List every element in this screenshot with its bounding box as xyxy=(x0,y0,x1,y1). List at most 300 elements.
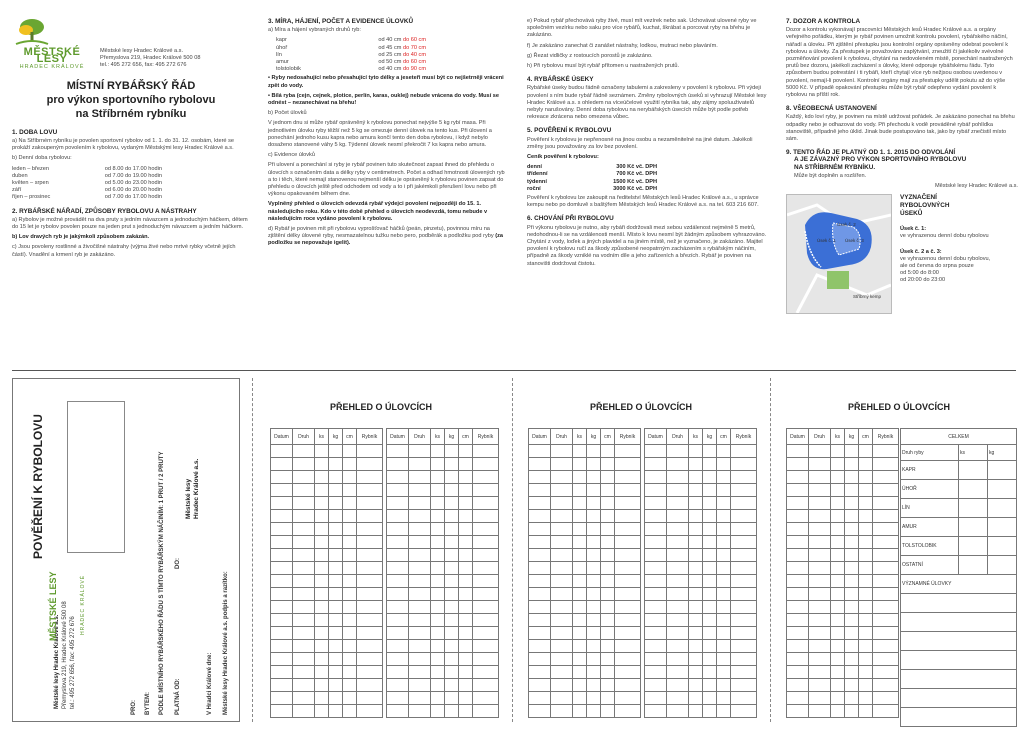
catch-cell[interactable] xyxy=(343,458,357,471)
catch-cell[interactable] xyxy=(809,523,831,536)
catch-cell[interactable] xyxy=(667,497,689,510)
catch-cell[interactable] xyxy=(667,458,689,471)
catch-cell[interactable] xyxy=(473,653,499,666)
catch-cell[interactable] xyxy=(271,692,293,705)
catch-cell[interactable] xyxy=(787,549,809,562)
catch-cell[interactable] xyxy=(787,653,809,666)
catch-cell[interactable] xyxy=(315,640,329,653)
catch-cell[interactable] xyxy=(387,523,409,536)
catch-cell[interactable] xyxy=(343,666,357,679)
catch-cell[interactable] xyxy=(315,666,329,679)
catch-cell[interactable] xyxy=(645,458,667,471)
catch-cell[interactable] xyxy=(329,601,343,614)
catch-cell[interactable] xyxy=(831,445,845,458)
catch-cell[interactable] xyxy=(859,484,873,497)
catch-cell[interactable] xyxy=(873,640,899,653)
catch-cell[interactable] xyxy=(615,471,641,484)
catch-cell[interactable] xyxy=(717,705,731,718)
catch-cell[interactable] xyxy=(703,510,717,523)
catch-cell[interactable] xyxy=(787,536,809,549)
catch-cell[interactable] xyxy=(293,471,315,484)
catch-cell[interactable] xyxy=(293,640,315,653)
catch-cell[interactable] xyxy=(731,471,757,484)
catch-cell[interactable] xyxy=(329,705,343,718)
catch-cell[interactable] xyxy=(831,497,845,510)
catch-cell[interactable] xyxy=(357,588,383,601)
catch-cell[interactable] xyxy=(787,588,809,601)
catch-cell[interactable] xyxy=(601,640,615,653)
catch-cell[interactable] xyxy=(587,536,601,549)
catch-cell[interactable] xyxy=(809,692,831,705)
catch-cell[interactable] xyxy=(645,549,667,562)
catch-cell[interactable] xyxy=(315,445,329,458)
catch-cell[interactable] xyxy=(551,666,573,679)
catch-cell[interactable] xyxy=(357,627,383,640)
summary-cell[interactable] xyxy=(988,556,1017,575)
catch-cell[interactable] xyxy=(859,510,873,523)
catch-cell[interactable] xyxy=(271,445,293,458)
catch-cell[interactable] xyxy=(787,666,809,679)
catch-cell[interactable] xyxy=(431,562,445,575)
catch-cell[interactable] xyxy=(703,614,717,627)
catch-cell[interactable] xyxy=(271,588,293,601)
catch-cell[interactable] xyxy=(703,536,717,549)
catch-cell[interactable] xyxy=(551,588,573,601)
catch-cell[interactable] xyxy=(615,588,641,601)
catch-cell[interactable] xyxy=(601,666,615,679)
catch-cell[interactable] xyxy=(845,536,859,549)
catch-cell[interactable] xyxy=(615,614,641,627)
catch-cell[interactable] xyxy=(587,523,601,536)
catch-cell[interactable] xyxy=(387,445,409,458)
catch-cell[interactable] xyxy=(357,705,383,718)
catch-cell[interactable] xyxy=(873,653,899,666)
catch-cell[interactable] xyxy=(615,510,641,523)
catch-cell[interactable] xyxy=(409,627,431,640)
catch-cell[interactable] xyxy=(315,510,329,523)
catch-cell[interactable] xyxy=(731,562,757,575)
catch-cell[interactable] xyxy=(551,445,573,458)
catch-cell[interactable] xyxy=(587,588,601,601)
catch-cell[interactable] xyxy=(845,614,859,627)
catch-cell[interactable] xyxy=(845,640,859,653)
catch-cell[interactable] xyxy=(703,679,717,692)
catch-cell[interactable] xyxy=(717,562,731,575)
catch-cell[interactable] xyxy=(387,692,409,705)
catch-cell[interactable] xyxy=(787,692,809,705)
catch-cell[interactable] xyxy=(315,458,329,471)
catch-cell[interactable] xyxy=(271,627,293,640)
catch-cell[interactable] xyxy=(689,549,703,562)
catch-cell[interactable] xyxy=(601,458,615,471)
catch-cell[interactable] xyxy=(551,653,573,666)
catch-cell[interactable] xyxy=(529,497,551,510)
catch-cell[interactable] xyxy=(271,575,293,588)
catch-cell[interactable] xyxy=(445,601,459,614)
catch-cell[interactable] xyxy=(329,471,343,484)
catch-cell[interactable] xyxy=(703,627,717,640)
catch-cell[interactable] xyxy=(293,705,315,718)
catch-cell[interactable] xyxy=(831,627,845,640)
catch-cell[interactable] xyxy=(809,510,831,523)
catch-cell[interactable] xyxy=(703,692,717,705)
catch-cell[interactable] xyxy=(551,705,573,718)
catch-cell[interactable] xyxy=(667,575,689,588)
catch-cell[interactable] xyxy=(315,523,329,536)
catch-cell[interactable] xyxy=(329,666,343,679)
catch-cell[interactable] xyxy=(689,614,703,627)
catch-cell[interactable] xyxy=(357,575,383,588)
catch-cell[interactable] xyxy=(731,445,757,458)
catch-cell[interactable] xyxy=(329,510,343,523)
catch-cell[interactable] xyxy=(873,601,899,614)
catch-cell[interactable] xyxy=(473,445,499,458)
catch-cell[interactable] xyxy=(831,692,845,705)
catch-cell[interactable] xyxy=(615,536,641,549)
summary-cell[interactable] xyxy=(959,480,988,499)
catch-cell[interactable] xyxy=(731,523,757,536)
summary-cell[interactable] xyxy=(959,537,988,556)
catch-cell[interactable] xyxy=(873,666,899,679)
catch-cell[interactable] xyxy=(573,497,587,510)
catch-cell[interactable] xyxy=(459,458,473,471)
catch-cell[interactable] xyxy=(689,705,703,718)
catch-cell[interactable] xyxy=(445,484,459,497)
catch-cell[interactable] xyxy=(859,588,873,601)
catch-cell[interactable] xyxy=(473,692,499,705)
catch-cell[interactable] xyxy=(329,458,343,471)
catch-cell[interactable] xyxy=(809,653,831,666)
catch-cell[interactable] xyxy=(703,523,717,536)
catch-cell[interactable] xyxy=(717,471,731,484)
catch-cell[interactable] xyxy=(787,679,809,692)
catch-cell[interactable] xyxy=(445,627,459,640)
catch-cell[interactable] xyxy=(357,471,383,484)
catch-cell[interactable] xyxy=(601,705,615,718)
catch-cell[interactable] xyxy=(717,588,731,601)
catch-cell[interactable] xyxy=(845,705,859,718)
catch-cell[interactable] xyxy=(615,653,641,666)
catch-cell[interactable] xyxy=(587,679,601,692)
catch-cell[interactable] xyxy=(587,510,601,523)
catch-cell[interactable] xyxy=(459,536,473,549)
catch-cell[interactable] xyxy=(271,471,293,484)
catch-cell[interactable] xyxy=(645,705,667,718)
catch-cell[interactable] xyxy=(445,497,459,510)
catch-cell[interactable] xyxy=(645,666,667,679)
catch-cell[interactable] xyxy=(271,601,293,614)
catch-cell[interactable] xyxy=(529,679,551,692)
catch-cell[interactable] xyxy=(409,679,431,692)
catch-cell[interactable] xyxy=(845,601,859,614)
catch-cell[interactable] xyxy=(551,640,573,653)
catch-cell[interactable] xyxy=(445,679,459,692)
catch-cell[interactable] xyxy=(873,627,899,640)
catch-cell[interactable] xyxy=(845,523,859,536)
catch-cell[interactable] xyxy=(809,666,831,679)
catch-cell[interactable] xyxy=(689,588,703,601)
catch-cell[interactable] xyxy=(703,458,717,471)
catch-cell[interactable] xyxy=(645,536,667,549)
catch-cell[interactable] xyxy=(445,549,459,562)
catch-cell[interactable] xyxy=(315,536,329,549)
catch-cell[interactable] xyxy=(717,679,731,692)
catch-cell[interactable] xyxy=(431,666,445,679)
catch-cell[interactable] xyxy=(573,627,587,640)
catch-cell[interactable] xyxy=(859,523,873,536)
catch-cell[interactable] xyxy=(573,588,587,601)
catch-cell[interactable] xyxy=(329,536,343,549)
catch-cell[interactable] xyxy=(329,562,343,575)
catch-cell[interactable] xyxy=(831,471,845,484)
catch-cell[interactable] xyxy=(409,562,431,575)
catch-cell[interactable] xyxy=(293,562,315,575)
catch-cell[interactable] xyxy=(445,445,459,458)
catch-cell[interactable] xyxy=(667,640,689,653)
catch-cell[interactable] xyxy=(831,666,845,679)
catch-cell[interactable] xyxy=(787,523,809,536)
catch-cell[interactable] xyxy=(293,523,315,536)
catch-cell[interactable] xyxy=(667,588,689,601)
catch-cell[interactable] xyxy=(845,679,859,692)
catch-cell[interactable] xyxy=(601,588,615,601)
catch-cell[interactable] xyxy=(845,588,859,601)
catch-cell[interactable] xyxy=(293,679,315,692)
catch-cell[interactable] xyxy=(787,627,809,640)
catch-cell[interactable] xyxy=(873,575,899,588)
catch-cell[interactable] xyxy=(329,523,343,536)
catch-cell[interactable] xyxy=(703,653,717,666)
catch-cell[interactable] xyxy=(357,640,383,653)
catch-cell[interactable] xyxy=(271,484,293,497)
catch-cell[interactable] xyxy=(601,692,615,705)
catch-cell[interactable] xyxy=(473,666,499,679)
catch-cell[interactable] xyxy=(845,484,859,497)
catch-cell[interactable] xyxy=(293,601,315,614)
catch-cell[interactable] xyxy=(293,588,315,601)
catch-cell[interactable] xyxy=(431,510,445,523)
catch-cell[interactable] xyxy=(831,458,845,471)
catch-cell[interactable] xyxy=(529,614,551,627)
summary-cell[interactable] xyxy=(988,480,1017,499)
catch-cell[interactable] xyxy=(431,601,445,614)
catch-cell[interactable] xyxy=(459,601,473,614)
catch-cell[interactable] xyxy=(343,692,357,705)
catch-cell[interactable] xyxy=(831,679,845,692)
catch-cell[interactable] xyxy=(601,510,615,523)
catch-cell[interactable] xyxy=(551,549,573,562)
catch-cell[interactable] xyxy=(459,562,473,575)
catch-cell[interactable] xyxy=(329,497,343,510)
catch-cell[interactable] xyxy=(573,549,587,562)
catch-cell[interactable] xyxy=(409,705,431,718)
catch-cell[interactable] xyxy=(459,523,473,536)
catch-cell[interactable] xyxy=(343,601,357,614)
catch-cell[interactable] xyxy=(473,679,499,692)
catch-cell[interactable] xyxy=(731,497,757,510)
catch-cell[interactable] xyxy=(587,705,601,718)
catch-cell[interactable] xyxy=(343,627,357,640)
catch-cell[interactable] xyxy=(601,614,615,627)
catch-cell[interactable] xyxy=(459,588,473,601)
catch-cell[interactable] xyxy=(459,679,473,692)
catch-cell[interactable] xyxy=(809,614,831,627)
catch-cell[interactable] xyxy=(357,536,383,549)
catch-cell[interactable] xyxy=(667,562,689,575)
catch-cell[interactable] xyxy=(831,523,845,536)
catch-cell[interactable] xyxy=(787,601,809,614)
catch-cell[interactable] xyxy=(445,562,459,575)
catch-cell[interactable] xyxy=(387,458,409,471)
catch-cell[interactable] xyxy=(445,536,459,549)
catch-cell[interactable] xyxy=(645,692,667,705)
catch-cell[interactable] xyxy=(357,523,383,536)
catch-cell[interactable] xyxy=(809,640,831,653)
catch-cell[interactable] xyxy=(703,549,717,562)
catch-cell[interactable] xyxy=(845,471,859,484)
catch-cell[interactable] xyxy=(615,523,641,536)
catch-cell[interactable] xyxy=(343,705,357,718)
catch-cell[interactable] xyxy=(601,562,615,575)
catch-cell[interactable] xyxy=(731,510,757,523)
catch-cell[interactable] xyxy=(387,666,409,679)
catch-cell[interactable] xyxy=(873,471,899,484)
catch-cell[interactable] xyxy=(645,601,667,614)
catch-cell[interactable] xyxy=(731,666,757,679)
catch-cell[interactable] xyxy=(587,445,601,458)
catch-cell[interactable] xyxy=(445,614,459,627)
catch-cell[interactable] xyxy=(271,549,293,562)
catch-cell[interactable] xyxy=(293,614,315,627)
catch-cell[interactable] xyxy=(473,549,499,562)
catch-cell[interactable] xyxy=(409,653,431,666)
catch-cell[interactable] xyxy=(551,562,573,575)
catch-cell[interactable] xyxy=(667,523,689,536)
catch-cell[interactable] xyxy=(845,627,859,640)
catch-cell[interactable] xyxy=(859,536,873,549)
catch-cell[interactable] xyxy=(601,679,615,692)
catch-cell[interactable] xyxy=(667,653,689,666)
catch-cell[interactable] xyxy=(271,640,293,653)
catch-cell[interactable] xyxy=(717,653,731,666)
notable-catch-cell[interactable] xyxy=(901,632,1017,651)
catch-cell[interactable] xyxy=(329,640,343,653)
catch-cell[interactable] xyxy=(809,497,831,510)
catch-cell[interactable] xyxy=(731,484,757,497)
catch-cell[interactable] xyxy=(293,666,315,679)
catch-cell[interactable] xyxy=(473,640,499,653)
catch-cell[interactable] xyxy=(357,614,383,627)
catch-cell[interactable] xyxy=(573,679,587,692)
catch-cell[interactable] xyxy=(731,679,757,692)
catch-cell[interactable] xyxy=(409,549,431,562)
catch-cell[interactable] xyxy=(473,536,499,549)
catch-cell[interactable] xyxy=(573,575,587,588)
catch-cell[interactable] xyxy=(703,666,717,679)
catch-cell[interactable] xyxy=(343,575,357,588)
catch-cell[interactable] xyxy=(573,471,587,484)
catch-cell[interactable] xyxy=(315,471,329,484)
catch-cell[interactable] xyxy=(329,549,343,562)
catch-cell[interactable] xyxy=(667,601,689,614)
summary-cell[interactable] xyxy=(988,518,1017,537)
catch-cell[interactable] xyxy=(473,510,499,523)
catch-cell[interactable] xyxy=(587,601,601,614)
catch-cell[interactable] xyxy=(615,601,641,614)
catch-cell[interactable] xyxy=(689,445,703,458)
catch-cell[interactable] xyxy=(529,601,551,614)
catch-cell[interactable] xyxy=(551,601,573,614)
catch-cell[interactable] xyxy=(343,562,357,575)
catch-cell[interactable] xyxy=(573,562,587,575)
catch-cell[interactable] xyxy=(831,640,845,653)
catch-cell[interactable] xyxy=(731,692,757,705)
catch-cell[interactable] xyxy=(831,549,845,562)
catch-cell[interactable] xyxy=(445,471,459,484)
catch-cell[interactable] xyxy=(409,497,431,510)
catch-cell[interactable] xyxy=(459,471,473,484)
catch-cell[interactable] xyxy=(459,692,473,705)
catch-cell[interactable] xyxy=(587,627,601,640)
catch-cell[interactable] xyxy=(357,692,383,705)
catch-cell[interactable] xyxy=(315,627,329,640)
catch-cell[interactable] xyxy=(271,536,293,549)
catch-cell[interactable] xyxy=(809,575,831,588)
catch-cell[interactable] xyxy=(717,497,731,510)
catch-cell[interactable] xyxy=(859,705,873,718)
catch-cell[interactable] xyxy=(587,614,601,627)
catch-cell[interactable] xyxy=(645,445,667,458)
notable-catch-cell[interactable] xyxy=(901,708,1017,727)
catch-cell[interactable] xyxy=(689,484,703,497)
catch-cell[interactable] xyxy=(859,471,873,484)
catch-cell[interactable] xyxy=(409,614,431,627)
catch-cell[interactable] xyxy=(357,653,383,666)
catch-cell[interactable] xyxy=(431,614,445,627)
catch-cell[interactable] xyxy=(387,705,409,718)
catch-cell[interactable] xyxy=(645,614,667,627)
summary-cell[interactable] xyxy=(959,556,988,575)
catch-cell[interactable] xyxy=(431,588,445,601)
catch-cell[interactable] xyxy=(645,640,667,653)
catch-cell[interactable] xyxy=(459,627,473,640)
catch-cell[interactable] xyxy=(615,484,641,497)
catch-cell[interactable] xyxy=(859,575,873,588)
catch-cell[interactable] xyxy=(551,510,573,523)
catch-cell[interactable] xyxy=(703,588,717,601)
catch-cell[interactable] xyxy=(409,458,431,471)
catch-cell[interactable] xyxy=(645,484,667,497)
catch-cell[interactable] xyxy=(315,562,329,575)
catch-cell[interactable] xyxy=(357,458,383,471)
catch-cell[interactable] xyxy=(529,705,551,718)
catch-cell[interactable] xyxy=(445,666,459,679)
catch-cell[interactable] xyxy=(329,588,343,601)
catch-cell[interactable] xyxy=(459,510,473,523)
catch-cell[interactable] xyxy=(731,705,757,718)
catch-cell[interactable] xyxy=(445,510,459,523)
catch-cell[interactable] xyxy=(431,445,445,458)
catch-cell[interactable] xyxy=(387,653,409,666)
summary-cell[interactable] xyxy=(988,461,1017,480)
catch-cell[interactable] xyxy=(717,445,731,458)
catch-cell[interactable] xyxy=(615,666,641,679)
catch-cell[interactable] xyxy=(831,705,845,718)
catch-cell[interactable] xyxy=(787,471,809,484)
catch-cell[interactable] xyxy=(529,640,551,653)
notable-catch-cell[interactable] xyxy=(901,651,1017,670)
catch-cell[interactable] xyxy=(873,705,899,718)
